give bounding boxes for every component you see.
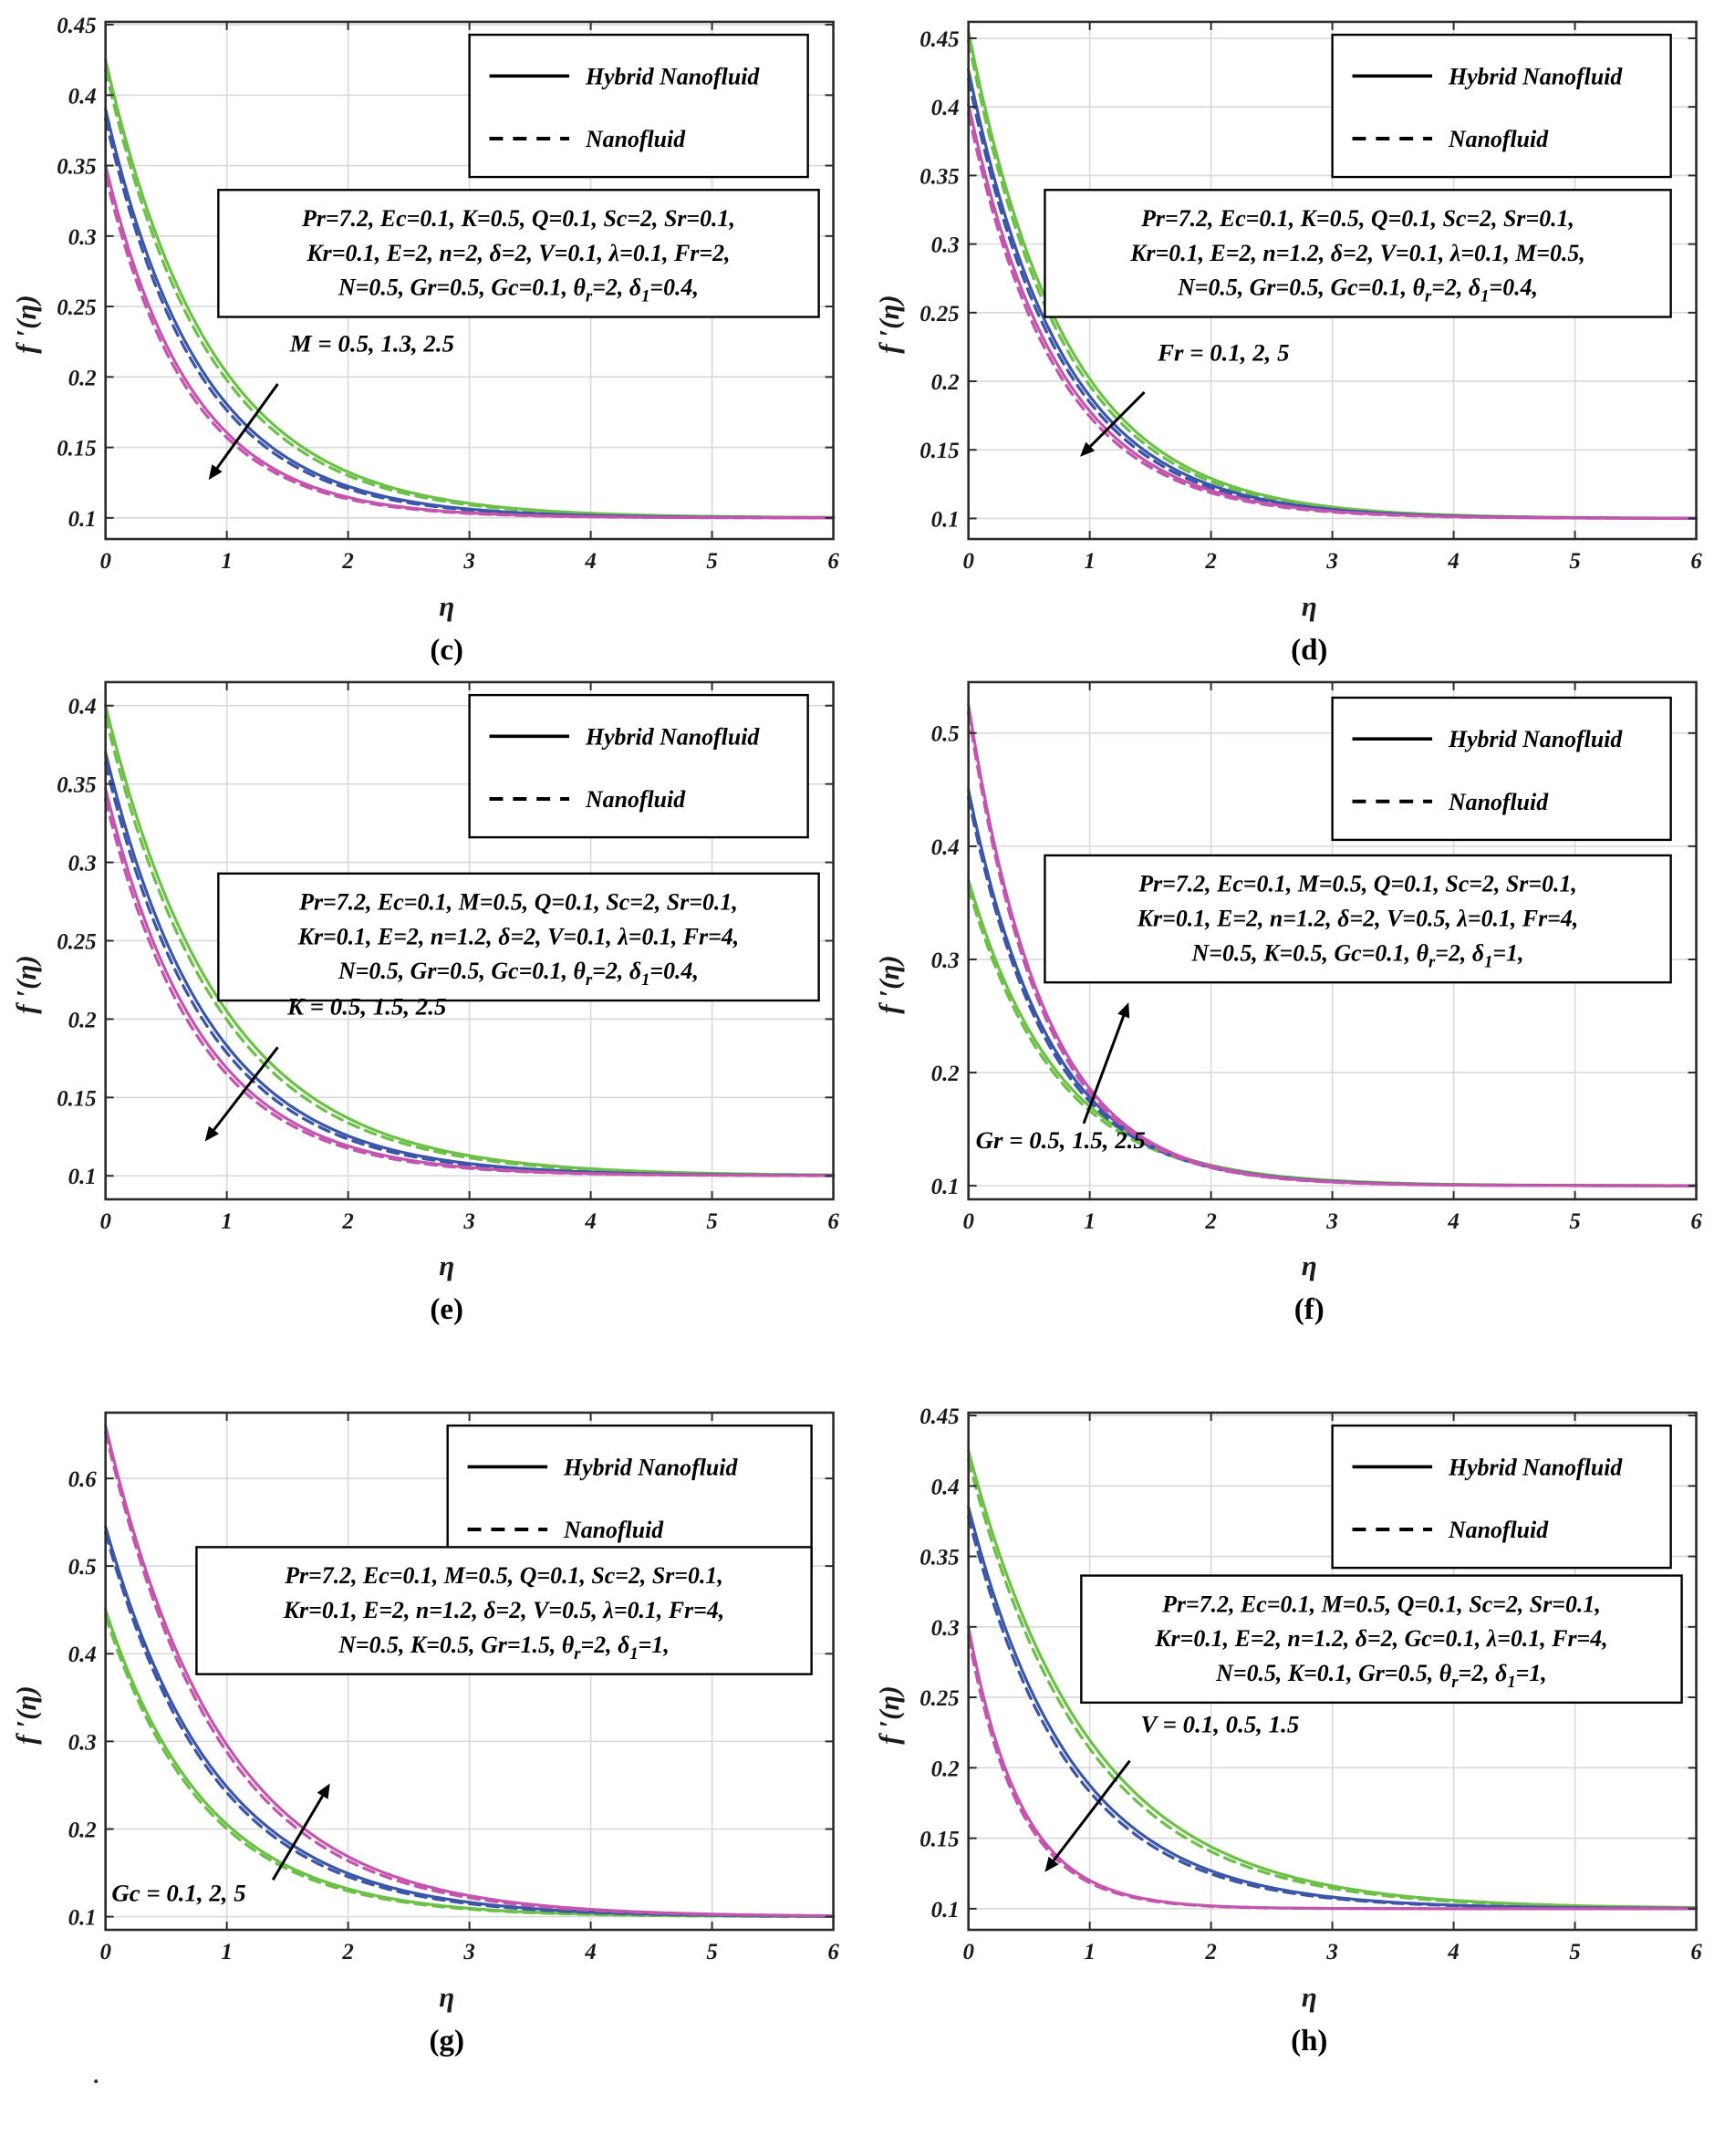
svg-text:2: 2: [1204, 1940, 1217, 1965]
panel-e: [5, 673, 847, 1328]
plot-h: [910, 1404, 1709, 1985]
svg-text:0.3: 0.3: [930, 233, 960, 258]
svg-text:Gr = 0.5, 1.5, 2.5: Gr = 0.5, 1.5, 2.5: [975, 1125, 1146, 1154]
svg-text:K = 0.5, 1.5, 2.5: K = 0.5, 1.5, 2.5: [287, 991, 447, 1020]
svg-text:6: 6: [827, 1208, 839, 1234]
y-axis-label: f ′(η): [872, 954, 905, 1014]
svg-text:0.2: 0.2: [930, 369, 960, 395]
svg-text:4: 4: [1447, 1208, 1459, 1234]
svg-text:Nanofluid: Nanofluid: [1448, 1517, 1548, 1544]
x-axis-label: η: [439, 1249, 455, 1282]
svg-text:0: 0: [99, 1940, 111, 1965]
svg-text:1: 1: [1083, 1940, 1096, 1965]
svg-text:1: 1: [1083, 1208, 1096, 1234]
panel-caption: (h): [1291, 2025, 1328, 2058]
svg-text:0.35: 0.35: [57, 772, 97, 798]
svg-text:Nanofluid: Nanofluid: [564, 1517, 664, 1544]
svg-text:0.2: 0.2: [68, 1818, 97, 1843]
svg-text:0.15: 0.15: [919, 1827, 960, 1852]
svg-text:6: 6: [1689, 548, 1702, 574]
x-axis-label: η: [439, 589, 455, 622]
svg-text:Nanofluid: Nanofluid: [585, 785, 686, 813]
svg-text:0: 0: [961, 548, 974, 574]
svg-text:Nanofluid: Nanofluid: [1448, 788, 1548, 815]
svg-text:0: 0: [961, 1208, 974, 1234]
svg-text:Kr=0.1, E=2, n=1.2, δ=2, V=0.1: Kr=0.1, E=2, n=1.2, δ=2, V=0.1, λ=0.1, M=0.5,: [1129, 239, 1585, 266]
svg-text:6: 6: [1689, 1940, 1702, 1965]
svg-text:0.15: 0.15: [57, 1086, 97, 1112]
svg-text:Kr=0.1, E=2, n=2, δ=2, V=0.1,: Kr=0.1, E=2, n=2, δ=2, V=0.1, λ=0.1, Fr=2,: [306, 239, 731, 266]
svg-text:1: 1: [221, 548, 233, 574]
svg-text:2: 2: [1204, 548, 1217, 574]
panel-caption: (g): [429, 2025, 464, 2058]
svg-text:N=0.5, Gr=0.5, Gc=0.1, θr​=2,: N=0.5, Gr=0.5, Gc=0.1, $\theta_r=2$, $\delta_1=0.4$,: [1177, 274, 1538, 306]
svg-text:0.1: 0.1: [68, 1906, 97, 1932]
stray-mark: .: [93, 2062, 99, 2089]
svg-text:0: 0: [99, 548, 111, 574]
svg-text:3: 3: [1325, 1940, 1338, 1965]
y-axis-label: f ′(η): [872, 1685, 905, 1746]
svg-text:3: 3: [463, 548, 475, 574]
svg-text:5: 5: [706, 1208, 718, 1234]
svg-text:0.25: 0.25: [919, 1686, 960, 1712]
svg-text:0.6: 0.6: [68, 1467, 97, 1493]
svg-text:Pr=7.2, Ec=0.1, M=0.5, Q=0.1,: Pr=7.2, Ec=0.1, M=0.5, Q=0.1, Sc=2, Sr=0.1,: [285, 1562, 723, 1590]
svg-text:4: 4: [1447, 1940, 1459, 1965]
svg-text:3: 3: [1325, 548, 1338, 574]
svg-text:N=0.5, Gr=0.5, Gc=0.1, θr​=2,: N=0.5, Gr=0.5, Gc=0.1, $\theta_r=2$, $\delta_1=0.4$,: [338, 957, 699, 990]
svg-text:Kr=0.1, E=2, n=1.2, δ=2, V=0.5: Kr=0.1, E=2, n=1.2, δ=2, V=0.5, λ=0.1, Fr=4,: [1137, 905, 1578, 932]
svg-text:0.4: 0.4: [930, 1475, 960, 1500]
svg-text:Nanofluid: Nanofluid: [1448, 125, 1548, 152]
svg-text:2: 2: [342, 548, 354, 574]
svg-text:0.4: 0.4: [930, 96, 960, 121]
plot-c: [47, 13, 847, 594]
svg-text:2: 2: [342, 1940, 354, 1965]
svg-text:Hybrid Nanofluid: Hybrid Nanofluid: [585, 723, 760, 751]
svg-text:0.15: 0.15: [919, 439, 960, 464]
svg-text:0.1: 0.1: [930, 507, 960, 533]
svg-text:0.3: 0.3: [930, 948, 960, 973]
svg-text:Pr=7.2, Ec=0.1, K=0.5, Q=0.1,: Pr=7.2, Ec=0.1, K=0.5, Q=0.1, Sc=2, Sr=0.1,: [1140, 205, 1574, 233]
svg-text:0.4: 0.4: [930, 834, 960, 860]
svg-text:0.4: 0.4: [68, 1643, 97, 1668]
svg-text:0.45: 0.45: [919, 26, 960, 52]
panel-caption: (e): [430, 1293, 464, 1327]
svg-text:Hybrid Nanofluid: Hybrid Nanofluid: [1448, 725, 1622, 752]
x-axis-label: η: [1301, 1981, 1317, 2014]
x-axis-label: η: [1301, 589, 1317, 622]
svg-text:N=0.5, K=0.5, Gr=1.5, θr​=2, δ: N=0.5, K=0.5, Gr=1.5, $\theta_r=2$, $\delta_1=1$,: [338, 1632, 670, 1664]
svg-text:0.2: 0.2: [68, 366, 97, 391]
svg-text:Pr=7.2, Ec=0.1, M=0.5, Q=0.1,: Pr=7.2, Ec=0.1, M=0.5, Q=0.1, Sc=2, Sr=0.1,: [1137, 870, 1577, 897]
y-axis-label: f ′(η): [872, 295, 905, 354]
svg-text:V = 0.1, 0.5, 1.5: V = 0.1, 0.5, 1.5: [1140, 1711, 1299, 1739]
svg-text:0: 0: [99, 1208, 111, 1234]
panel-caption: (c): [430, 633, 464, 667]
svg-text:0.15: 0.15: [57, 436, 97, 461]
svg-text:0.2: 0.2: [930, 1061, 960, 1086]
plot-g: [47, 1404, 847, 1985]
svg-text:Hybrid Nanofluid: Hybrid Nanofluid: [585, 63, 760, 90]
svg-text:0.1: 0.1: [930, 1898, 960, 1923]
x-axis-label: η: [1301, 1249, 1317, 1282]
svg-text:N=0.5, K=0.5, Gc=0.1, θr​=2, δ: N=0.5, K=0.5, Gc=0.1, $\theta_r=2$, $\delta_1=1$,: [1191, 939, 1524, 972]
svg-text:Nanofluid: Nanofluid: [585, 125, 686, 152]
panel-h: [868, 1404, 1709, 2058]
svg-text:0.1: 0.1: [68, 506, 97, 532]
svg-text:0.5: 0.5: [68, 1555, 97, 1581]
panel-g: [5, 1404, 847, 2058]
svg-text:0.45: 0.45: [919, 1405, 960, 1430]
y-axis-label: f ′(η): [10, 295, 42, 354]
svg-text:0.1: 0.1: [930, 1174, 960, 1199]
svg-text:Hybrid Nanofluid: Hybrid Nanofluid: [1448, 1454, 1622, 1481]
svg-text:0.3: 0.3: [68, 851, 97, 876]
svg-text:0.3: 0.3: [68, 224, 97, 250]
svg-text:Hybrid Nanofluid: Hybrid Nanofluid: [1448, 63, 1622, 90]
figure-grid: [5, 13, 1709, 2058]
svg-text:4: 4: [585, 1208, 597, 1234]
svg-text:0.25: 0.25: [919, 301, 960, 327]
svg-text:5: 5: [1568, 1940, 1581, 1965]
svg-text:1: 1: [1083, 548, 1096, 574]
svg-text:N=0.5, K=0.1, Gr=0.5, θr​=2, δ: N=0.5, K=0.1, Gr=0.5, $\theta_r=2$, $\delta_1=1$,: [1215, 1660, 1547, 1693]
svg-text:6: 6: [827, 1940, 839, 1965]
svg-text:Pr=7.2, Ec=0.1, K=0.5, Q=0.1,: Pr=7.2, Ec=0.1, K=0.5, Q=0.1, Sc=2, Sr=0.1,: [302, 205, 735, 233]
svg-text:1: 1: [221, 1208, 233, 1234]
svg-text:0.2: 0.2: [68, 1008, 97, 1033]
plot-e: [47, 673, 847, 1254]
svg-text:Gc = 0.1, 2, 5: Gc = 0.1, 2, 5: [111, 1879, 246, 1907]
svg-text:3: 3: [463, 1208, 475, 1234]
svg-text:5: 5: [706, 1940, 718, 1965]
svg-text:0.25: 0.25: [57, 295, 97, 321]
svg-text:4: 4: [1447, 548, 1459, 574]
svg-text:0.35: 0.35: [919, 1545, 960, 1570]
panel-caption: (f): [1293, 1293, 1324, 1327]
svg-text:0: 0: [961, 1940, 974, 1965]
svg-text:5: 5: [706, 548, 718, 574]
svg-text:1: 1: [221, 1940, 233, 1965]
svg-text:2: 2: [342, 1208, 354, 1234]
svg-text:M = 0.5, 1.3, 2.5: M = 0.5, 1.3, 2.5: [289, 329, 455, 358]
svg-text:0.4: 0.4: [68, 84, 97, 109]
x-axis-label: η: [439, 1981, 455, 2014]
svg-text:3: 3: [463, 1940, 475, 1965]
svg-text:5: 5: [1568, 548, 1581, 574]
svg-text:2: 2: [1204, 1208, 1217, 1234]
y-axis-label: f ′(η): [10, 954, 42, 1014]
svg-text:0.35: 0.35: [57, 154, 97, 180]
svg-text:Hybrid Nanofluid: Hybrid Nanofluid: [564, 1454, 738, 1481]
panel-caption: (d): [1291, 633, 1328, 667]
svg-text:0.4: 0.4: [68, 694, 97, 720]
svg-text:Kr=0.1, E=2, n=1.2, δ=2, Gc=0.: Kr=0.1, E=2, n=1.2, δ=2, Gc=0.1, λ=0.1, Fr=4,: [1154, 1625, 1608, 1653]
panel-f: [868, 673, 1709, 1328]
y-axis-label: f ′(η): [10, 1685, 42, 1746]
svg-text:0.25: 0.25: [57, 929, 97, 955]
svg-text:6: 6: [1689, 1208, 1702, 1234]
svg-text:0.35: 0.35: [919, 164, 960, 190]
svg-text:Kr=0.1, E=2, n=1.2, δ=2, V=0.1: Kr=0.1, E=2, n=1.2, δ=2, V=0.1, λ=0.1, Fr=4,: [297, 923, 740, 950]
svg-text:0.2: 0.2: [930, 1757, 960, 1782]
svg-text:Kr=0.1, E=2, n=1.2, δ=2, V=0.5: Kr=0.1, E=2, n=1.2, δ=2, V=0.5, λ=0.1, Fr=4,: [283, 1597, 725, 1624]
panel-c: [5, 13, 847, 668]
svg-text:0.1: 0.1: [68, 1164, 97, 1189]
svg-text:0.3: 0.3: [930, 1616, 960, 1642]
svg-text:4: 4: [585, 548, 597, 574]
svg-text:Fr = 0.1, 2, 5: Fr = 0.1, 2, 5: [1157, 338, 1290, 367]
plot-f: [910, 673, 1709, 1254]
svg-text:6: 6: [827, 548, 839, 574]
panel-d: [868, 13, 1709, 668]
svg-text:4: 4: [585, 1940, 597, 1965]
svg-text:0.5: 0.5: [930, 721, 960, 747]
svg-text:0.3: 0.3: [68, 1730, 97, 1756]
svg-text:5: 5: [1568, 1208, 1581, 1234]
svg-text:Pr=7.2, Ec=0.1, M=0.5, Q=0.1,: Pr=7.2, Ec=0.1, M=0.5, Q=0.1, Sc=2, Sr=0.1,: [1161, 1591, 1601, 1618]
svg-text:N=0.5, Gr=0.5, Gc=0.1, θr​=2,: N=0.5, Gr=0.5, Gc=0.1, $\theta_r=2$, $\delta_1=0.4$,: [338, 274, 699, 306]
svg-text:0.45: 0.45: [57, 13, 97, 38]
svg-text:3: 3: [1325, 1208, 1338, 1234]
svg-text:Pr=7.2, Ec=0.1, M=0.5, Q=0.1,: Pr=7.2, Ec=0.1, M=0.5, Q=0.1, Sc=2, Sr=0.1,: [299, 888, 738, 916]
plot-d: [910, 13, 1709, 594]
